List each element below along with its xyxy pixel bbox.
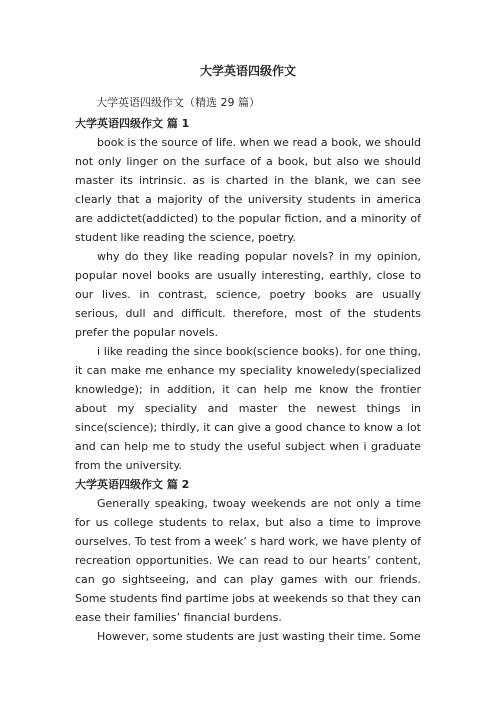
paragraph: However, some students are just wasting their time. Some [97,630,421,643]
paragraph: i like reading the since book(science books). for one thing, it can make me enhance my speciality knoweledy(specialized knowledge); in addition, it can help me know the frontier about my speciality and master the newest things in since(science); thirdly, it can give a good chance to know a lot and can help me to study the useful subject when i graduate from the university. [75,345,421,472]
paragraph: Generally speaking, twoay weekends are not only a time for us college students to relax, but also a time to improve ourselves. To test from a week’ s hard work, we have plenty of recreation opportunities. We can read to our hearts’ content, can go sightseeing, and can play games with our friends. Some students find partime jobs at weekends so that they can ease their families’ financial burdens. [75,497,421,624]
paragraph: book is the source of life. when we read a book, we should not only linger on the surface of a book, but also we should master its intrinsic. as is charted in the blank, we can see clearly that a majority of the university students in america are addictet(addicted) to the popular fiction, and a minority of student like reading the science, poetry. [75,136,421,244]
section-heading: 大学英语四级作文 篇 1 [75,117,190,130]
paragraph: why do they like reading popular novels? in my opinion, popular novel books are usually interesting, earthly, close to our lives. in contrast, science, poetry books are usually serious, dull and difficult. therefore, most of the students prefer the popular novels. [75,250,421,339]
document-title: 大学英语四级作文 [199,64,296,78]
section-heading: 大学英语四级作文 篇 2 [75,478,190,491]
document-body [75,114,421,646]
document-subtitle: 大学英语四级作文（精选 29 篇） [96,96,260,109]
